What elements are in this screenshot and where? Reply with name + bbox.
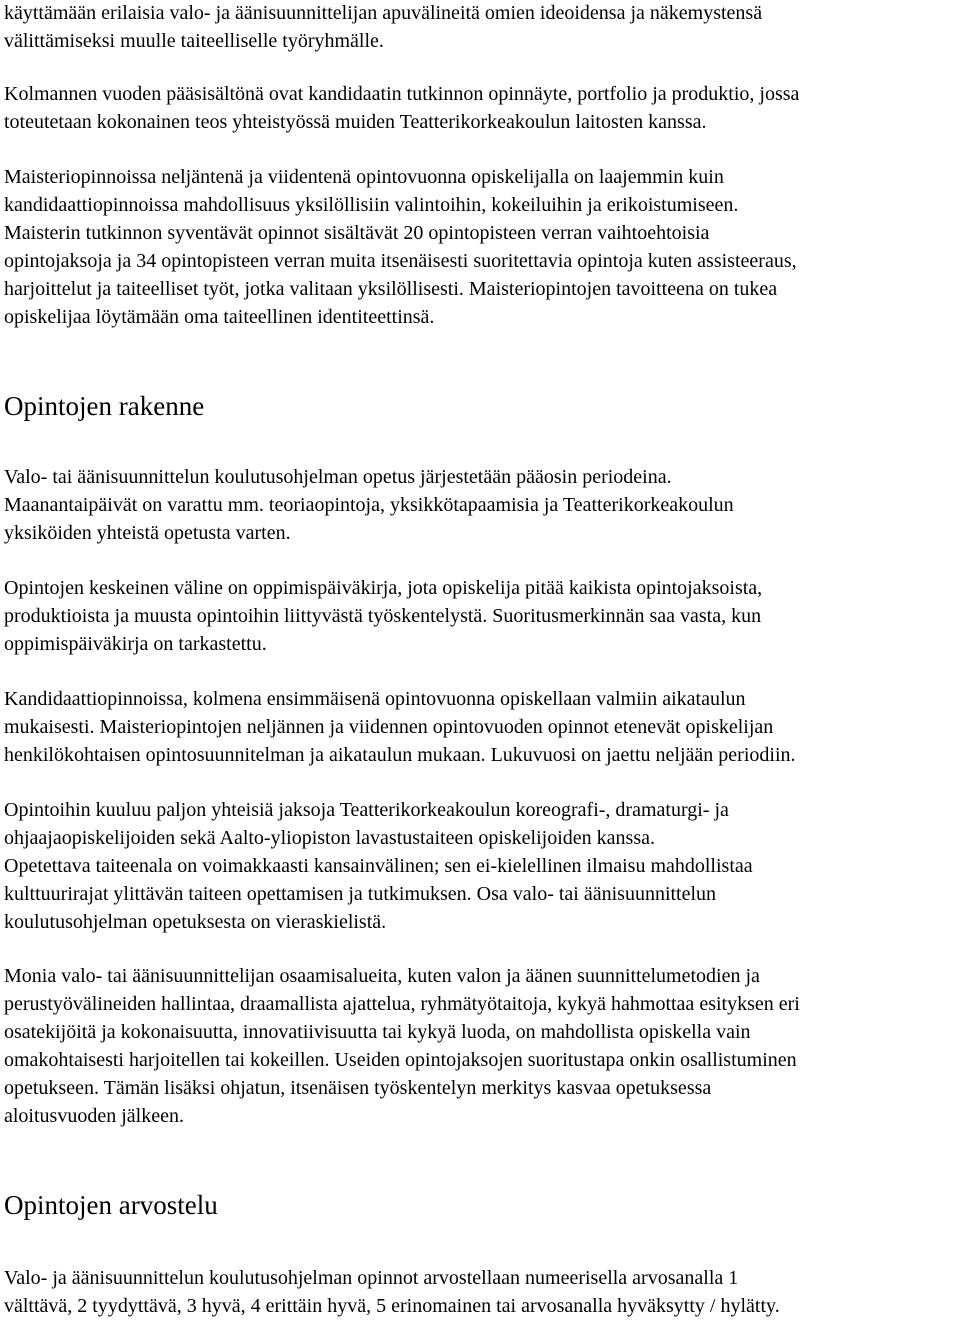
text-line: yksiköiden yhteistä opetusta varten. — [4, 522, 291, 544]
text-line: ohjaajaopiskelijoiden sekä Aalto-yliopiston lavastustaiteen opiskelijoiden kanssa. — [4, 827, 655, 849]
text-line: osatekijöitä ja kokonaisuutta, innovatiivisuutta tai kykyä luoda, on mahdollista opiskella vain — [4, 1021, 751, 1043]
text-line: Maisteriopinnoissa neljäntenä ja viidentenä opintovuonna opiskelijalla on laajemmin kuin — [4, 166, 724, 188]
text-line: Opintoihin kuuluu paljon yhteisiä jaksoja Teatterikorkeakoulun koreografi-, dramaturgi- ja — [4, 799, 729, 821]
text-line: Kolmannen vuoden pääsisältönä ovat kandidaatin tutkinnon opinnäyte, portfolio ja produktio, jossa — [4, 83, 800, 105]
text-line: kandidaattiopinnoissa mahdollisuus yksilöllisiin valintoihin, kokeiluihin ja erikoistumiseen. — [4, 194, 739, 216]
structure-paragraph-international — [4, 796, 958, 936]
text-line: opetukseen. Tämän lisäksi ohjatun, itsenäisen työskentelyn merkitys kasvaa opetuksessa — [4, 1077, 712, 1099]
structure-paragraph-periods — [4, 463, 958, 547]
third-year-paragraph — [4, 80, 958, 136]
structure-paragraph-skills — [4, 962, 958, 1130]
text-line: opiskelijaa löytämään oma taiteellinen identiteettinsä. — [4, 306, 435, 328]
text-line: Maanantaipäivät on varattu mm. teoriaopintoja, yksikkötapaamisia ja Teatterikorkeakoulun — [4, 494, 734, 516]
structure-paragraph-diary — [4, 574, 958, 658]
text-line: Valo- ja äänisuunnittelun koulutusohjelman opinnot arvostellaan numeerisella arvosanalla 1 — [4, 1267, 739, 1289]
text-line: henkilökohtaisen opintosuunnitelman ja aikataulun mukaan. Lukuvuosi on jaettu neljään periodiin. — [4, 744, 796, 766]
grading-paragraph — [4, 1264, 958, 1320]
text-line: välittämiseksi muulle taiteelliselle työryhmälle. — [4, 30, 384, 52]
text-line: opintojaksoja ja 34 opintopisteen verran muita itsenäisesti suoritettavia opintoja kuten assisteeraus, — [4, 250, 797, 272]
text-line: kulttuurirajat ylittävän taiteen opettamisen ja tutkimuksen. Osa valo- tai äänisuunnittelun — [4, 883, 717, 905]
text-line: Monia valo- tai äänisuunnittelijan osaamisalueita, kuten valon ja äänen suunnittelumetodien ja — [4, 965, 760, 987]
masters-paragraph — [4, 163, 958, 331]
text-line: Maisterin tutkinnon syventävät opinnot sisältävät 20 opintopisteen verran vaihtoehtoisia — [4, 222, 710, 244]
section-heading-structure: Opintojen rakenne — [4, 391, 205, 421]
text-line: oppimispäiväkirja on tarkastettu. — [4, 633, 267, 655]
text-line: Opintojen keskeinen väline on oppimispäiväkirja, jota opiskelija pitää kaikista opintojaksoista, — [4, 577, 763, 599]
intro-paragraph — [4, 0, 958, 55]
text-line: mukaisesti. Maisteriopintojen neljännen ja viidennen opintovuoden opinnot etenevät opiskelijan — [4, 716, 774, 738]
text-line: omakohtaisesti harjoitellen tai kokeillen. Useiden opintojaksojen suoritustapa onkin osallistuminen — [4, 1049, 797, 1071]
text-line: aloitusvuoden jälkeen. — [4, 1105, 184, 1127]
text-line: produktioista ja muusta opintoihin liittyvästä työskentelystä. Suoritusmerkinnän saa vasta, kun — [4, 605, 762, 627]
text-line: koulutusohjelman opetuksesta on vieraskielistä. — [4, 911, 387, 933]
text-line: välttävä, 2 tyydyttävä, 3 hyvä, 4 erittäin hyvä, 5 erinomainen tai arvosanalla hyväksytty / hylätty. — [4, 1295, 780, 1317]
structure-paragraph-schedule — [4, 685, 958, 769]
text-line: toteutetaan kokonainen teos yhteistyössä muiden Teatterikorkeakoulun laitosten kanssa. — [4, 111, 707, 133]
text-line: harjoittelut ja taiteelliset työt, jotka valitaan yksilöllisesti. Maisteriopintojen tavoitteena on tukea — [4, 278, 778, 300]
text-line: Kandidaattiopinnoissa, kolmena ensimmäisenä opintovuonna opiskellaan valmiin aikataulun — [4, 688, 746, 710]
text-line: perustyövälineiden hallintaa, draamallista ajattelua, ryhmätyötaitoja, kykyä hahmottaa esityksen eri — [4, 993, 800, 1015]
text-line: käyttämään erilaisia valo- ja äänisuunnittelijan apuvälineitä omien ideoidensa ja näkemystensä — [4, 2, 763, 24]
section-heading-grading: Opintojen arvostelu — [4, 1190, 218, 1220]
text-line: Opetettava taiteenala on voimakkaasti kansainvälinen; sen ei-kielellinen ilmaisu mahdollistaa — [4, 855, 753, 877]
text-line: Valo- tai äänisuunnittelun koulutusohjelman opetus järjestetään pääosin periodeina. — [4, 466, 672, 488]
